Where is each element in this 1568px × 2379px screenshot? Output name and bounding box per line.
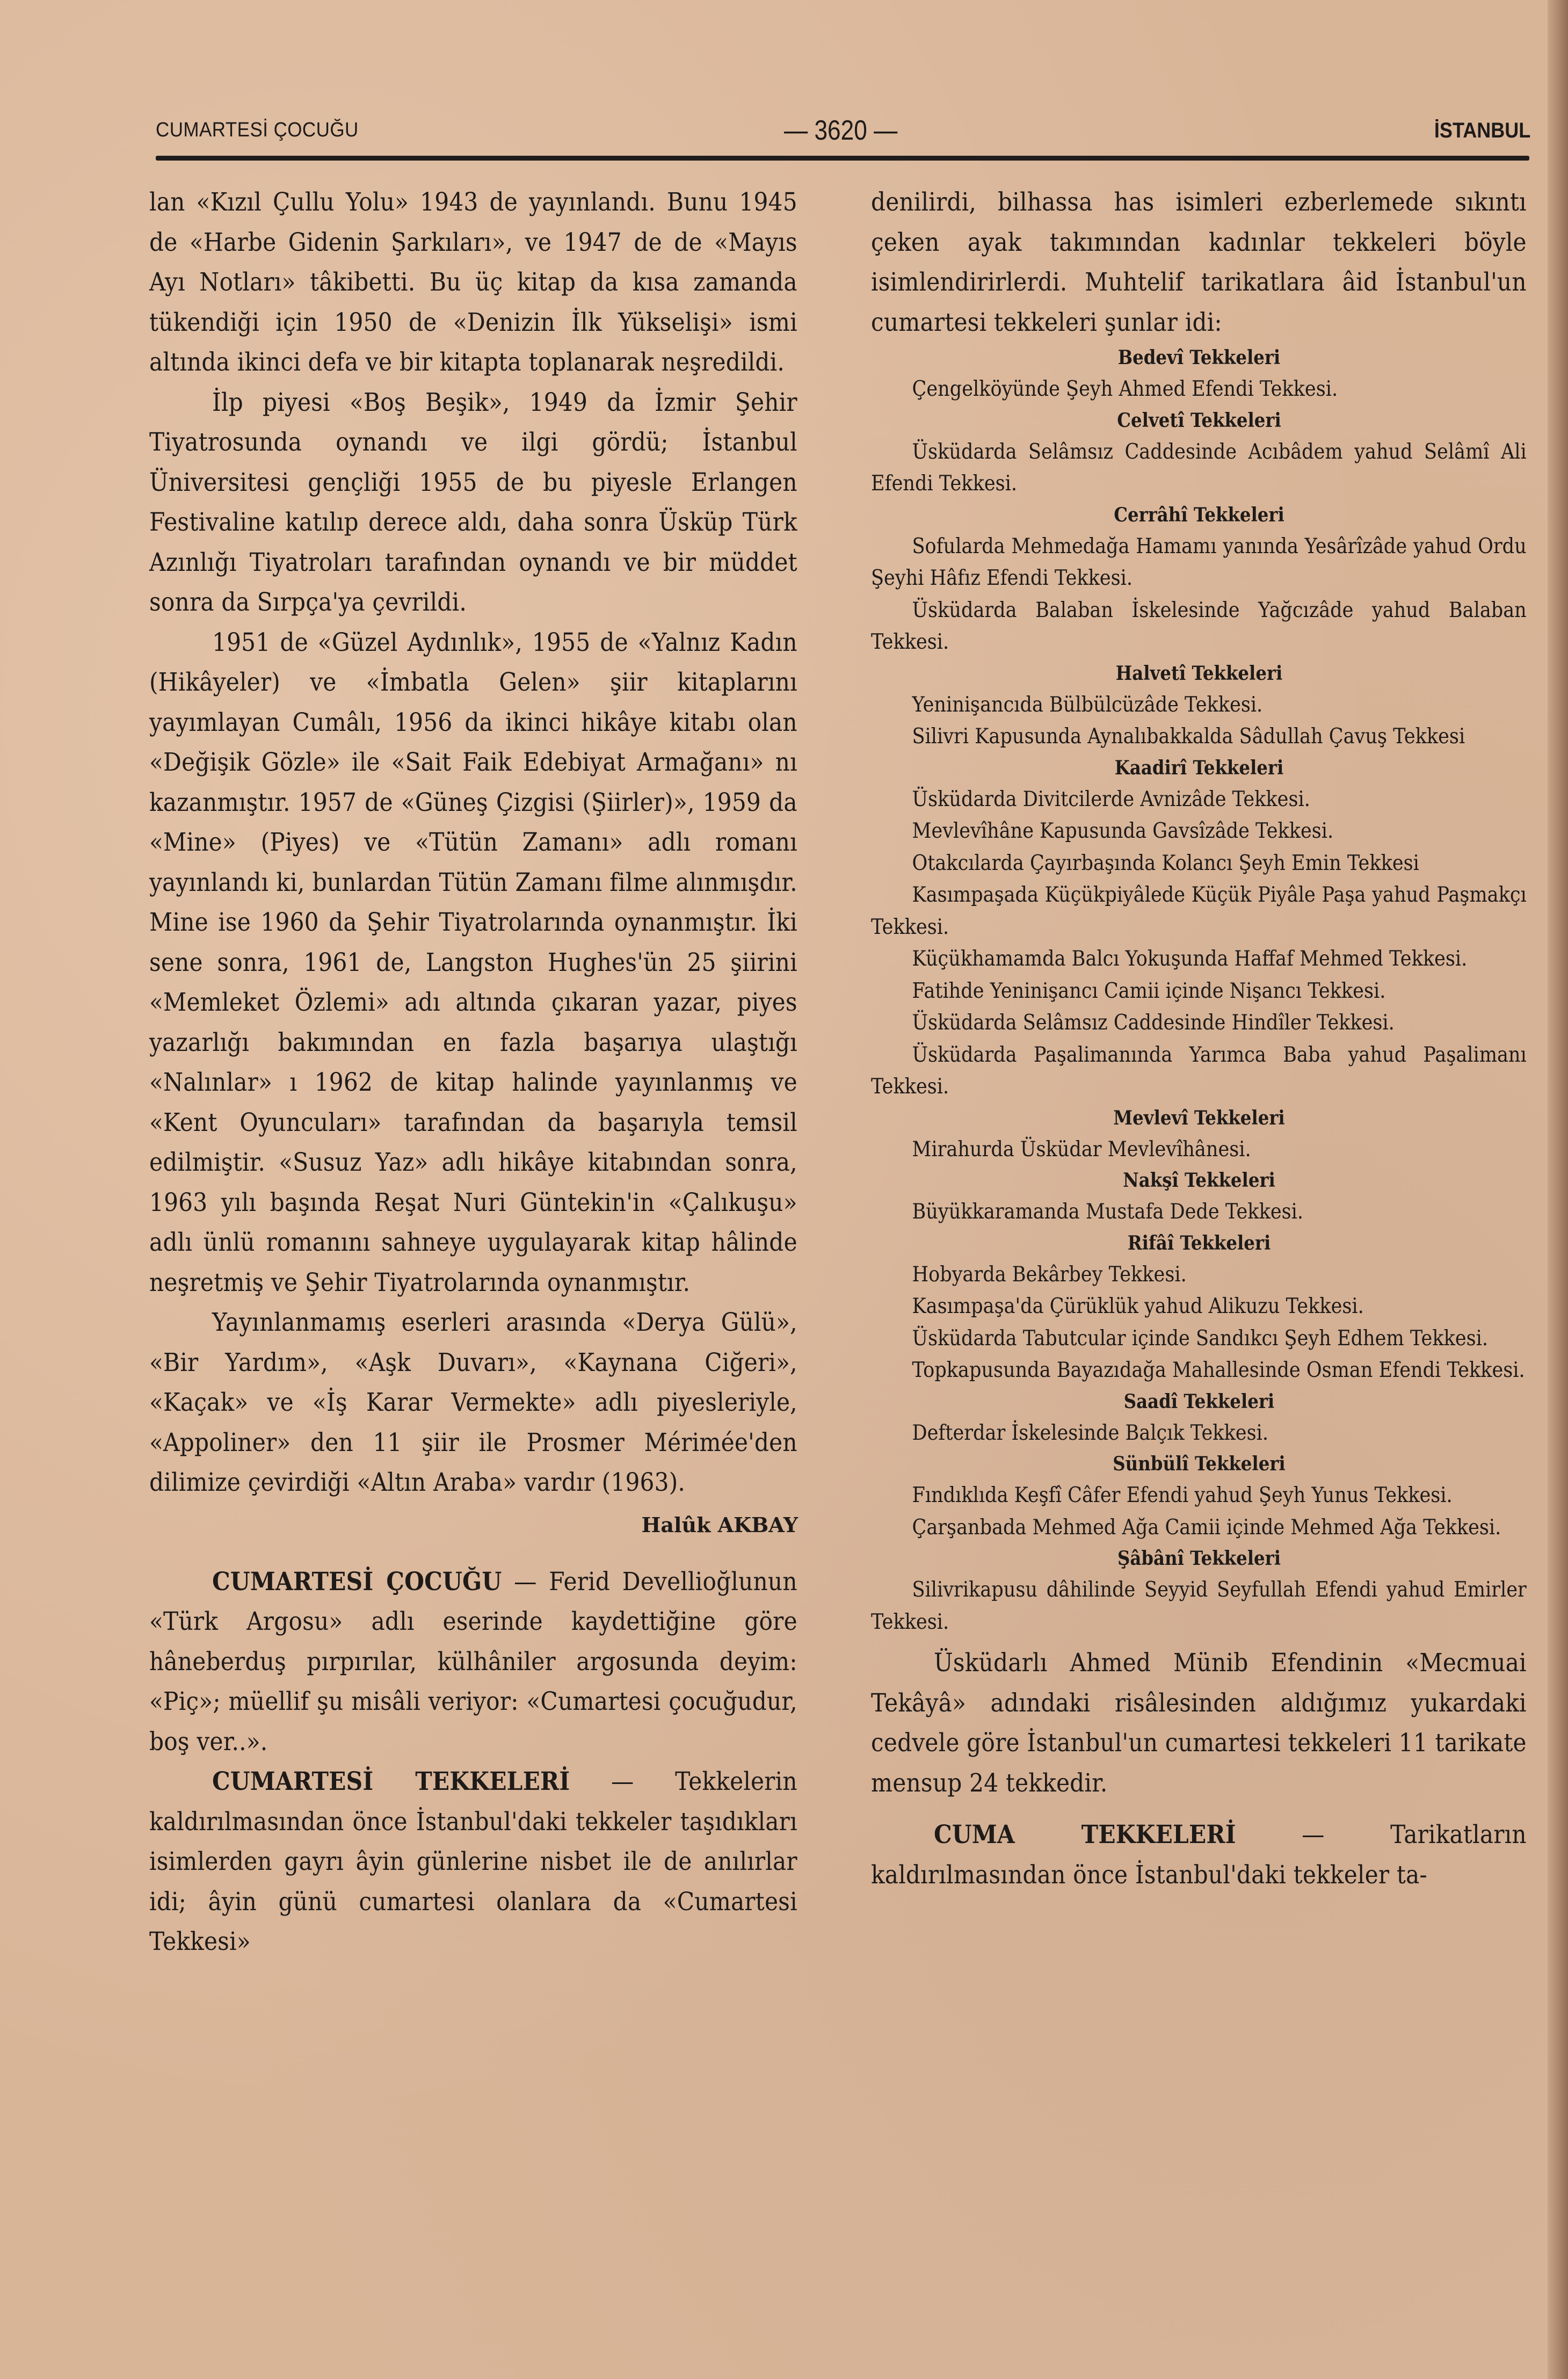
tekke-item: Otakcılarda Çayırbaşında Kolancı Şeyh Emin Tekkesi bbox=[912, 851, 1419, 875]
paragraph: lan «Kızıl Çullu Yolu» 1943 de yayınlandı. Bunu 1945 de «Harbe Gidenin Şarkıları», ve 1947 de de «Mayıs Ayı Notları» tâkibetti. Bu üç kitap da kısa zamanda tükendiği için 1950 de «Denizin İlk Yükselişi» ismi altında ikinci defa ve bir kitapta toplanarak neşredildi. bbox=[149, 187, 797, 377]
entry-text: — Tarikatların kaldırılmasından önce İstanbul'daki tekkeler ta- bbox=[871, 1820, 1527, 1890]
right-column bbox=[871, 183, 1527, 1895]
dictionary-entry bbox=[149, 1562, 797, 1763]
tekke-item: Silivrikapusu dâhilinde Seyyid Seyfullah Efendi yahud Emirler Tekkesi. bbox=[871, 1578, 1527, 1634]
tekke-item: Üsküdarda Balaban İskelesinde Yağcızâde yahud Balaban Tekkesi. bbox=[871, 598, 1527, 654]
entry-heading: CUMA TEKKELERİ bbox=[934, 1820, 1236, 1849]
tekke-item: Fatihde Yeninişancı Camii içinde Nişancı Tekkesi. bbox=[912, 978, 1386, 1003]
entry-heading: CUMARTESİ TEKKELERİ bbox=[212, 1767, 570, 1796]
paragraph: denilirdi, bilhassa has isimleri ezberlemede sıkıntı çeken ayak takımından kadınlar tekkeleri böyle isimlendirirlerdi. Muhtelif tarikatlara âid İstanbul'un cumartesi tekkeleri şunlar idi: bbox=[871, 187, 1527, 337]
order-heading: Kaadirî Tekkeleri bbox=[1114, 756, 1284, 779]
order-heading: Cerrâhî Tekkeleri bbox=[1114, 503, 1284, 526]
order-heading: Rifâî Tekkeleri bbox=[1127, 1231, 1271, 1254]
tekke-item: Kasımpaşada Küçükpiyâlede Küçük Piyâle Paşa yahud Paşmakçı Tekkesi. bbox=[871, 883, 1527, 939]
tekke-item: Fındıklıda Keşfî Câfer Efendi yahud Şeyh Yunus Tekkesi. bbox=[912, 1483, 1453, 1507]
order-heading: Halvetî Tekkeleri bbox=[1115, 662, 1283, 685]
paragraph: Yayınlanmamış eserleri arasında «Derya Gülü», «Bir Yardım», «Aşk Duvarı», «Kaynana Ciğeri», «Kaçak» ve «İş Karar Vermekte» adlı piyesleriyle, «Appoliner» den 11 şiir ile Prosmer Mérimée'den dilimize çevirdiği «Altın Araba» vardır (1963). bbox=[149, 1308, 797, 1497]
tekke-item: Sofularda Mehmedağa Hamamı yanında Yesârîzâde yahud Ordu Şeyhi Hâfız Efendi Tekkesi. bbox=[871, 534, 1527, 590]
tekke-item: Defterdar İskelesinde Balçık Tekkesi. bbox=[912, 1420, 1268, 1445]
tekke-item: Çarşanbada Mehmed Ağa Camii içinde Mehmed Ağa Tekkesi. bbox=[912, 1515, 1501, 1540]
entry-text: — Ferid Devellioğlunun «Türk Argosu» adlı eserinde kaydettiğine göre hâneberduş pırpırılar, külhâniler argosunda deyim: «Piç»; müellif şu misâli veriyor: «Cumartesi çocuğudur, boş ver..». bbox=[149, 1566, 797, 1757]
tekke-item: Hobyarda Bekârbey Tekkesi. bbox=[912, 1262, 1187, 1287]
tekke-item: Üsküdarda Divitcilerde Avnizâde Tekkesi. bbox=[912, 787, 1310, 811]
tekke-item: Üsküdarda Tabutcular içinde Sandıkcı Şeyh Edhem Tekkesi. bbox=[912, 1326, 1489, 1351]
tekke-item: Çengelköyünde Şeyh Ahmed Efendi Tekkesi. bbox=[912, 377, 1338, 401]
tekke-list bbox=[871, 343, 1527, 1638]
header-rule bbox=[156, 156, 1529, 161]
paragraph: 1951 de «Güzel Aydınlık», 1955 de «Yalnız Kadın (Hikâyeler) ve «İmbatla Gelen» şiir kitaplarını yayımlayan Cumâlı, 1956 da ikinci hikâye kitabı olan «Değişik Gözle» ile «Sait Faik Edebiyat Armağanı» nı kazanmıştır. 1957 de «Güneş Çizgisi (Şiirler)», 1959 da «Mine» (Piyes) ve «Tütün Zamanı» adlı romanı yayınlandı ki, bunlardan Tütün Zamanı filme alınmışdır. Mine ise 1960 da Şehir Tiyatrolarında oynanmıştır. İki sene sonra, 1961 de, Langston Hughes'ün 25 şiirini «Memleket Özlemi» adı altında çıkaran yazar, piyes yazarlığı bakımından en fazla başarıya ulaştığı «Nalınlar» ı 1962 de kitap halinde yayınlanmış ve «Kent Oyuncuları» tarafından da başarıyla temsil edilmiştir. «Susuz Yaz» adlı hikâye kitabından sonra, 1963 yılı başında Reşat Nuri Güntekin'in «Çalıkuşu» adlı ünlü romanını sahneye uygulayarak kitap hâlinde neşretmiş ve Şehir Tiyatrolarında oynanmıştır. bbox=[149, 627, 797, 1297]
order-heading: Şâbânî Tekkeleri bbox=[1117, 1547, 1281, 1570]
author-signature: Halûk AKBAY bbox=[641, 1512, 798, 1537]
tekke-item: Mirahurda Üsküdar Mevlevîhânesi. bbox=[912, 1137, 1251, 1162]
entry-heading: CUMARTESİ ÇOCUĞU bbox=[212, 1566, 502, 1597]
page-number: — 3620 — bbox=[784, 115, 898, 146]
tekke-item: Üsküdarda Paşalimanında Yarımca Baba yahud Paşalimanı Tekkesi. bbox=[871, 1042, 1527, 1099]
dictionary-entry bbox=[149, 1762, 797, 1962]
dictionary-entry bbox=[871, 1815, 1527, 1895]
tekke-item: Üsküdarda Selâmsız Caddesinde Acıbâdem yahud Selâmî Ali Efendi Tekkesi. bbox=[871, 439, 1527, 496]
order-heading: Saadî Tekkeleri bbox=[1123, 1390, 1275, 1413]
paragraph: Üsküdarlı Ahmed Münib Efendinin «Mecmuai Tekâyâ» adındaki risâlesinden aldığımız yukardaki cedvele göre İstanbul'un cumartesi tekkeleri 11 tarikate mensup 24 tekkedir. bbox=[871, 1648, 1527, 1798]
running-title: CUMARTESİ ÇOCUĞU bbox=[156, 119, 359, 141]
order-heading: Bedevî Tekkeleri bbox=[1117, 346, 1281, 369]
paragraph: İlp piyesi «Boş Beşik», 1949 da İzmir Şehir Tiyatrosunda oynandı ve ilgi gördü; İstanbul Üniversitesi gençliği 1955 de bu piyesle Erlangen Festivaline katılıp derece aldı, daha sonra Üsküp Türk Azınlığı Tiyatroları tarafından oynandı ve bir müddet sonra da Sırpça'ya çevrildi. bbox=[149, 387, 797, 617]
tekke-item: Kasımpaşa'da Çürüklük yahud Alikuzu Tekkesi. bbox=[912, 1294, 1364, 1318]
tekke-item: Topkapusunda Bayazıdağa Mahallesinde Osman Efendi Tekkesi. bbox=[912, 1358, 1525, 1382]
tekke-item: Yeninişancıda Bülbülcüzâde Tekkesi. bbox=[912, 692, 1263, 717]
section-label: İSTANBUL bbox=[1434, 119, 1530, 142]
order-heading: Sünbülî Tekkeleri bbox=[1113, 1453, 1286, 1475]
order-heading: Celvetî Tekkeleri bbox=[1117, 409, 1281, 432]
running-header bbox=[156, 110, 1530, 146]
tekke-item: Büyükkaramanda Mustafa Dede Tekkesi. bbox=[912, 1200, 1304, 1224]
entry-text: — Tekkelerin kaldırılmasından önce İstanbul'daki tekkeler taşıdıkları isimlerden gayrı âyin günlerine nisbet ile de anılırlar idi; âyin günü cumartesi olanlara da «Cumartesi Tekkesi» bbox=[149, 1767, 797, 1956]
tekke-item: Üsküdarda Selâmsız Caddesinde Hindîler Tekkesi. bbox=[912, 1011, 1395, 1035]
order-heading: Mevlevî Tekkeleri bbox=[1113, 1106, 1285, 1129]
tekke-item: Küçükhamamda Balcı Yokuşunda Haffaf Mehmed Tekkesi. bbox=[912, 947, 1468, 971]
left-column bbox=[149, 183, 798, 1962]
page-spine-edge bbox=[1548, 0, 1568, 2379]
order-heading: Nakşî Tekkeleri bbox=[1123, 1169, 1275, 1192]
tekke-item: Mevlevîhâne Kapusunda Gavsîzâde Tekkesi. bbox=[912, 819, 1334, 843]
tekke-item: Silivri Kapusunda Aynalıbakkalda Sâdullah Çavuş Tekkesi bbox=[912, 724, 1465, 749]
